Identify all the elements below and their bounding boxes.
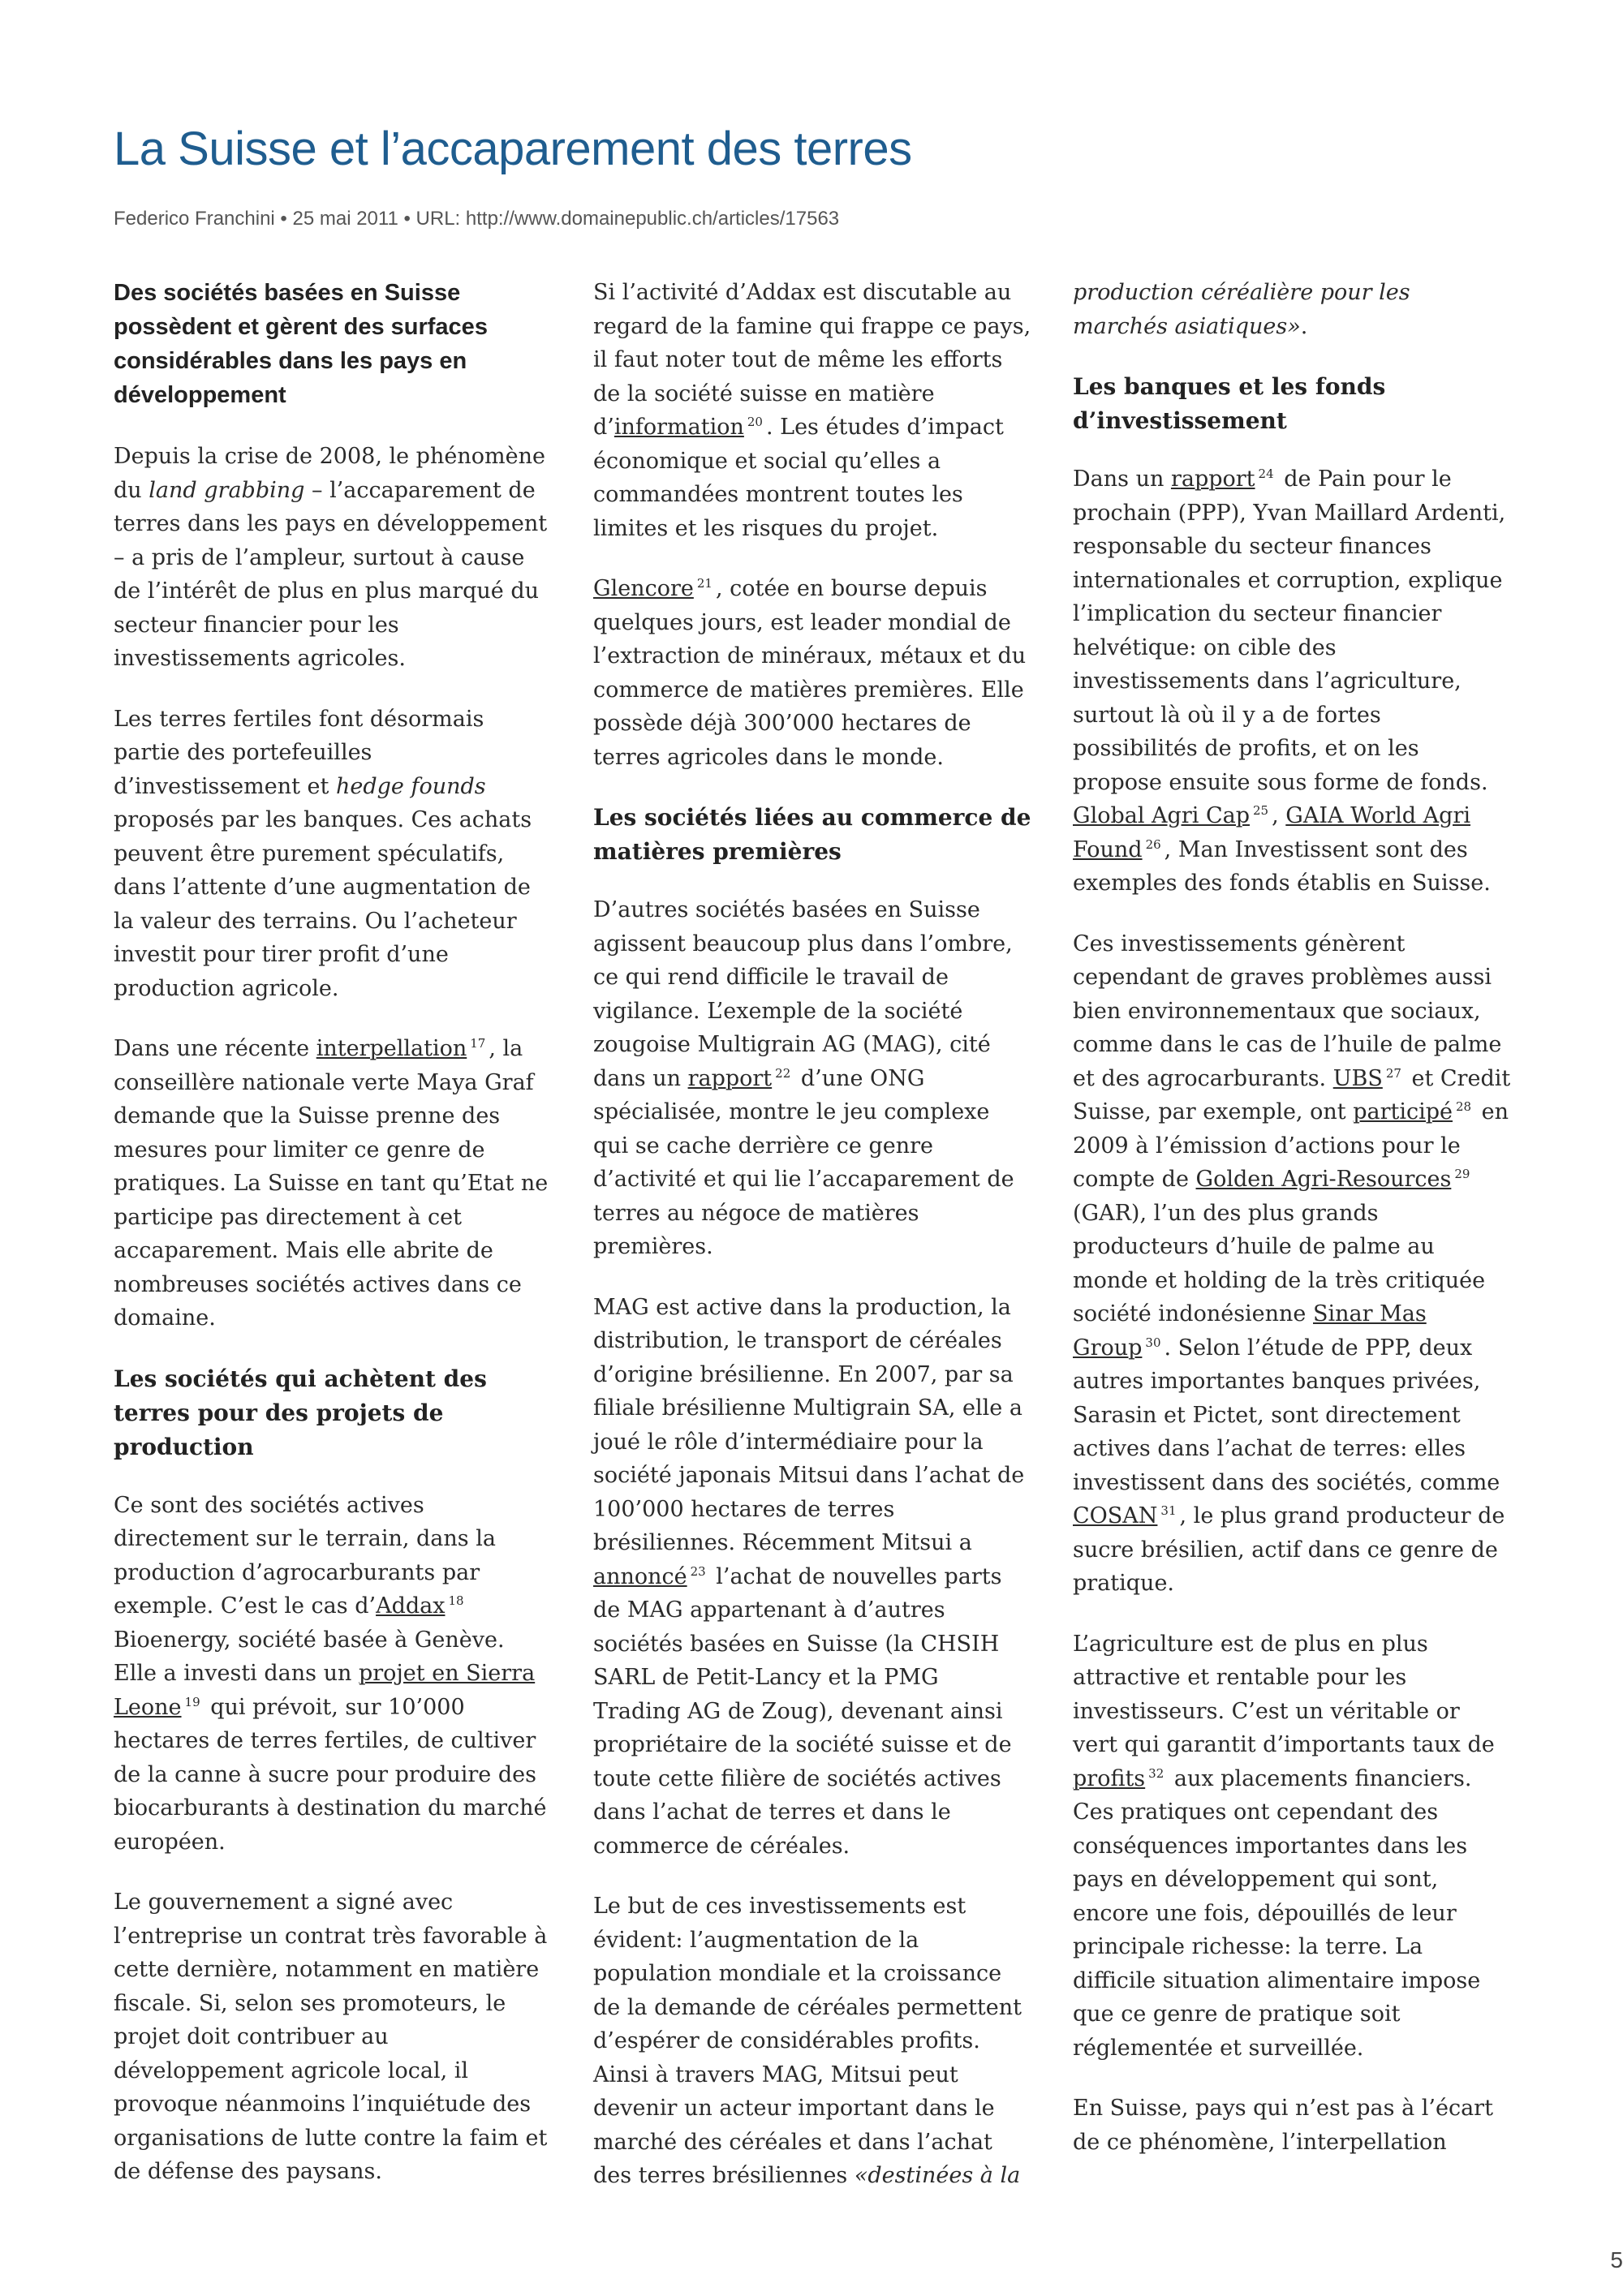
link-interpellation[interactable]: interpellation [316, 1036, 467, 1061]
footnote-ref: 22 [775, 1065, 791, 1081]
link-projet-sierra-leone[interactable]: projet en Sierra Leone [114, 1661, 536, 1720]
link-global-agri-cap[interactable]: Global Agri Cap [1073, 803, 1251, 828]
footnote-ref: 31 [1160, 1503, 1177, 1518]
column-2 [593, 276, 1031, 2220]
column-3 [1073, 276, 1511, 2186]
footnote-ref: 30 [1145, 1335, 1161, 1350]
column-1 [114, 276, 552, 2216]
footnote-ref: 19 [184, 1694, 200, 1709]
paragraph: Glencore $^{21}$ , cotée en bourse depuis quelques jours, est leader mondial de l’extraction de minéraux, métaux et du commerce de matières premières. Elle possède déjà 300’000 hectares de terres agricoles dans le monde. [593, 576, 1027, 770]
link-cosan[interactable]: COSAN [1073, 1503, 1158, 1529]
footnote-ref: 20 [747, 415, 763, 429]
link-addax[interactable]: Addax [376, 1593, 446, 1619]
footnote-ref: 29 [1454, 1167, 1470, 1181]
paragraph: Les terres fertiles font désormais partie des portefeuilles d’investissement et hedge founds proposés par les banques. Ces achats peuvent être purement spéculatifs, dans l’attente d’une augmentation de la valeur des terrains. Ou l’acheteur investit pour tirer profit d’une production agricole. [114, 706, 532, 1001]
section-heading: Les banques et les fonds d’investissement [1073, 373, 1386, 434]
link-glencore[interactable]: Glencore [593, 576, 694, 601]
footnote-ref: 23 [690, 1563, 706, 1579]
footnote-ref: 24 [1258, 467, 1274, 481]
footnote-ref: 18 [448, 1593, 464, 1608]
paragraph: D’autres sociétés basées en Suisse agissent beaucoup plus dans l’ombre, ce qui rend difficile le travail de vigilance. L’exemple de la société zougoise Multigrain AG (MAG), cité dans un rapport $^{22}$ d’une ONG spécialisée, montre le jeu complexe qui se cache derrière ce genre d’activité et qui lie l’accaparement de terres au négoce de matières premières. [593, 897, 1014, 1259]
link-profits[interactable]: profits [1073, 1765, 1146, 1791]
footnote-ref: 32 [1148, 1765, 1165, 1781]
paragraph: Ces investissements génèrent cependant de graves problèmes aussi bien environnementaux que sociaux, comme dans le cas de l’huile de palme et des agrocarburants. UBS $^{27}$ et Credit Suisse, par exemple, ont participé $^{28}$ en 2009 à l’émission d’actions pour le compte de Golden Agri-Resources $^{29}$ (GAR), l’un des plus grands producteurs d’huile de palme au monde et holding de la très critiquée société indonésienne Sinar Mas Group $^{30}$ . Selon l’étude de PPP, deux autres importantes banques privées, Sarasin et Pictet, sont directement actives dans l’achat de terres: elles investissent dans des sociétés, comme COSAN $^{31}$ , le plus grand producteur de sucre brésilien, actif dans ce genre de pratique. [1073, 931, 1511, 1596]
footnote-ref: 26 [1145, 836, 1161, 852]
paragraph: Depuis la crise de 2008, le phénomène du land grabbing – l’accaparement de terres dans les pays en développement – a pris de l’ampleur, surtout à cause de l’intérêt de plus en plus marqué du secteur financier pour les investissements agricoles. [114, 444, 548, 671]
paragraph: Le but de ces investissements est évident: l’augmentation de la population mondiale et la croissance de la demande de céréales permettent d’espérer de considérables profits. Ainsi à travers MAG, Mitsui peut devenir un acteur important dans le marché des céréales et dans l’achat des terres brésiliennes «destinées à la [593, 1894, 1022, 2188]
article-meta: Federico Franchini • 25 mai 2011 • URL: http://www.domainepublic.ch/articles/17563 [114, 208, 840, 230]
link-gaia-world-agri-found[interactable]: GAIA World Agri Found [1073, 803, 1471, 862]
link-ubs[interactable]: UBS [1332, 1065, 1383, 1091]
paragraph: Le gouvernement a signé avec l’entreprise un contrat très favorable à cette dernière, notamment en matière fiscale. Si, selon ses promoteurs, le projet doit contribuer au développement agricole local, il provoque néanmoins l’inquiétude des organisations de lutte contre la faim et de défense des paysans. [114, 1890, 548, 2184]
paragraph: Ce sont des sociétés actives directement sur le terrain, dans la production d’agrocarburants par exemple. C’est le cas d’Addax $^{18}$ Bioenergy, société basée à Genève. Elle a investi dans un projet en Sierra Leone $^{19}$ qui prévoit, sur 10’000 hectares de terres fertiles, de cultiver de la canne à sucre pour produire des biocarburants à destination du marché européen. [114, 1492, 547, 1855]
page-number: 5 [1610, 2247, 1623, 2272]
footnote-ref: 21 [696, 576, 712, 591]
article-title: La Suisse et l’accaparement des terres [114, 123, 912, 175]
link-annonce[interactable]: annoncé [593, 1563, 687, 1589]
paragraph: Dans une récente interpellation $^{17}$ , la conseillère nationale verte Maya Graf demande que la Suisse prenne des mesures pour limiter ce genre de pratiques. La Suisse en tant qu’Etat ne participe pas directement à cet accaparement. Mais elle abrite de nombreuses sociétés actives dans ce domaine. [114, 1036, 549, 1331]
paragraph: Dans un rapport $^{24}$ de Pain pour le prochain (PPP), Yvan Maillard Ardenti, responsable du secteur finances internationales et corruption, explique l’implication du secteur financier helvétique: on cible des investissements dans l’agriculture, surtout là où il y a de fortes possibilités de profits, et on les propose ensuite sous forme de fonds. Global Agri Cap $^{25}$ , GAIA World Agri Found $^{26}$ , Man Investissent sont des exemples des fonds établis en Suisse. [1073, 467, 1506, 896]
paragraph: En Suisse, pays qui n’est pas à l’écart de ce phénomène, l’interpellation [1073, 2096, 1493, 2155]
section-heading: Les sociétés liées au commerce de matières premières [593, 804, 1031, 865]
footnote-ref: 27 [1385, 1065, 1401, 1081]
footnote-ref: 17 [470, 1036, 486, 1051]
link-participe[interactable]: participé [1353, 1099, 1453, 1124]
link-rapport-ppp[interactable]: rapport [1170, 467, 1255, 492]
section-heading: Les sociétés qui achètent des terres pour des projets de production [114, 1365, 487, 1460]
lead-paragraph: Des sociétés basées en Suisse possèdent et gèrent des surfaces considérables dans les pays en développement [114, 280, 488, 408]
footnote-ref: 28 [1455, 1099, 1472, 1114]
link-sinar-mas-group[interactable]: Sinar Mas Group [1073, 1301, 1427, 1361]
paragraph: Si l’activité d’Addax est discutable au regard de la famine qui frappe ce pays, il faut noter tout de même les efforts de la société suisse en matière d’information $^{20}$ . Les études d’impact économique et social qu’elles a commandées montrent toutes les limites et les risques du projet. [593, 280, 1031, 541]
link-rapport-ong[interactable]: rapport [687, 1065, 773, 1091]
paragraph: MAG est active dans la production, la distribution, le transport de céréales d’origine brésilienne. En 2007, par sa filiale brésilienne Multigrain SA, elle a joué le rôle d’intermédiaire pour la société japonais Mitsui dans l’achat de 100’000 hectares de terres brésiliennes. Récemment Mitsui a annoncé $^{23}$ l’achat de nouvelles parts de MAG appartenant à d’autres sociétés basées en Suisse (la CHSIH SARL de Petit-Lancy et la PMG Trading AG de Zoug), devenant ainsi propriétaire de la société suisse et de toute cette filière de sociétés actives dans l’achat de terres et dans le commerce de céréales. [593, 1294, 1025, 1859]
paragraph: L’agriculture est de plus en plus attractive et rentable pour les investisseurs. C’est un véritable or vert qui garantit d’importants taux de profits $^{32}$ aux placements financiers. Ces pratiques ont cependant des conséquences importantes dans les pays en développement qui sont, encore une fois, dépouillés de leur principale richesse: la terre. La difficile situation alimentaire impose que ce genre de pratique soit réglementée et surveillée. [1073, 1631, 1495, 2061]
footnote-ref: 25 [1253, 803, 1269, 818]
link-golden-agri-resources[interactable]: Golden Agri-Resources [1195, 1167, 1452, 1192]
paragraph: production céréalière pour les marchés asiatiques». [1073, 280, 1410, 339]
link-information[interactable]: information [613, 415, 744, 440]
